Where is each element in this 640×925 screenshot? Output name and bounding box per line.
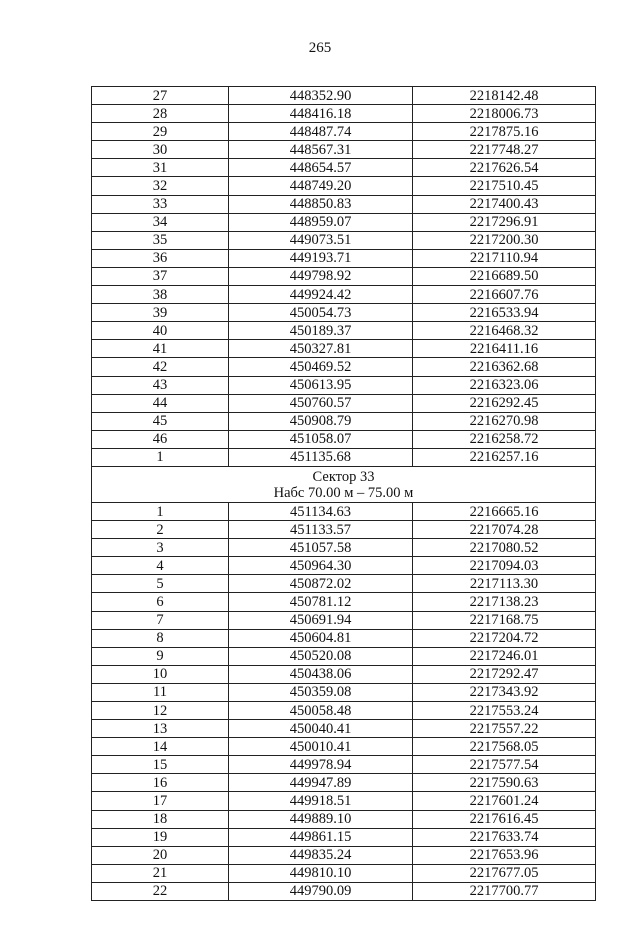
- x-coordinate-cell: 449889.10: [229, 810, 413, 828]
- point-number-cell: 9: [92, 647, 229, 665]
- point-number-cell: 42: [92, 358, 229, 376]
- point-number-cell: 33: [92, 195, 229, 213]
- table-row: [92, 376, 596, 394]
- section-header-row: [92, 466, 596, 502]
- y-coordinate-cell: 2217400.43: [413, 195, 596, 213]
- table-row: [92, 882, 596, 900]
- x-coordinate-cell: 449835.24: [229, 846, 413, 864]
- x-coordinate-cell: 448850.83: [229, 195, 413, 213]
- point-number-cell: 40: [92, 322, 229, 340]
- x-coordinate-cell: 450760.57: [229, 394, 413, 412]
- y-coordinate-cell: 2217246.01: [413, 647, 596, 665]
- table-body-after: [92, 502, 596, 900]
- table-row: [92, 683, 596, 701]
- x-coordinate-cell: 450438.06: [229, 665, 413, 683]
- table-row: [92, 702, 596, 720]
- x-coordinate-cell: 448487.74: [229, 123, 413, 141]
- table-row: [92, 828, 596, 846]
- y-coordinate-cell: 2217633.74: [413, 828, 596, 846]
- y-coordinate-cell: 2217590.63: [413, 774, 596, 792]
- table-row: [92, 647, 596, 665]
- point-number-cell: 4: [92, 557, 229, 575]
- y-coordinate-cell: 2217557.22: [413, 720, 596, 738]
- x-coordinate-cell: 449810.10: [229, 864, 413, 882]
- point-number-cell: 8: [92, 629, 229, 647]
- point-number-cell: 16: [92, 774, 229, 792]
- y-coordinate-cell: 2217204.72: [413, 629, 596, 647]
- point-number-cell: 43: [92, 376, 229, 394]
- table-row: [92, 412, 596, 430]
- x-coordinate-cell: 448959.07: [229, 213, 413, 231]
- table-row: [92, 304, 596, 322]
- table-row: [92, 448, 596, 466]
- point-number-cell: 6: [92, 593, 229, 611]
- section-title: Сектор 33: [312, 468, 375, 485]
- table-row: [92, 864, 596, 882]
- y-coordinate-cell: 2217110.94: [413, 249, 596, 267]
- x-coordinate-cell: 448567.31: [229, 141, 413, 159]
- x-coordinate-cell: 448749.20: [229, 177, 413, 195]
- x-coordinate-cell: 450691.94: [229, 611, 413, 629]
- table-row: [92, 286, 596, 304]
- x-coordinate-cell: 450964.30: [229, 557, 413, 575]
- x-coordinate-cell: 451133.57: [229, 521, 413, 539]
- x-coordinate-cell: 450781.12: [229, 593, 413, 611]
- y-coordinate-cell: 2216689.50: [413, 267, 596, 285]
- table-row: [92, 358, 596, 376]
- point-number-cell: 20: [92, 846, 229, 864]
- y-coordinate-cell: 2217626.54: [413, 159, 596, 177]
- table-row: [92, 846, 596, 864]
- table-row: [92, 575, 596, 593]
- x-coordinate-cell: 451134.63: [229, 502, 413, 520]
- y-coordinate-cell: 2216665.16: [413, 502, 596, 520]
- point-number-cell: 41: [92, 340, 229, 358]
- y-coordinate-cell: 2217700.77: [413, 882, 596, 900]
- y-coordinate-cell: 2216468.32: [413, 322, 596, 340]
- y-coordinate-cell: 2217568.05: [413, 738, 596, 756]
- x-coordinate-cell: 450058.48: [229, 702, 413, 720]
- y-coordinate-cell: 2217074.28: [413, 521, 596, 539]
- point-number-cell: 18: [92, 810, 229, 828]
- y-coordinate-cell: 2216257.16: [413, 448, 596, 466]
- y-coordinate-cell: 2217510.45: [413, 177, 596, 195]
- table-row: [92, 665, 596, 683]
- y-coordinate-cell: 2216607.76: [413, 286, 596, 304]
- y-coordinate-cell: 2216292.45: [413, 394, 596, 412]
- table-row: [92, 756, 596, 774]
- y-coordinate-cell: 2216258.72: [413, 430, 596, 448]
- point-number-cell: 45: [92, 412, 229, 430]
- y-coordinate-cell: 2217553.24: [413, 702, 596, 720]
- y-coordinate-cell: 2217577.54: [413, 756, 596, 774]
- y-coordinate-cell: 2217113.30: [413, 575, 596, 593]
- point-number-cell: 1: [92, 448, 229, 466]
- table-row: [92, 105, 596, 123]
- y-coordinate-cell: 2217616.45: [413, 810, 596, 828]
- table-row: [92, 521, 596, 539]
- y-coordinate-cell: 2218142.48: [413, 87, 596, 105]
- point-number-cell: 2: [92, 521, 229, 539]
- x-coordinate-cell: 448352.90: [229, 87, 413, 105]
- y-coordinate-cell: 2216411.16: [413, 340, 596, 358]
- point-number-cell: 13: [92, 720, 229, 738]
- x-coordinate-cell: 449978.94: [229, 756, 413, 774]
- table-row: [92, 141, 596, 159]
- x-coordinate-cell: 450469.52: [229, 358, 413, 376]
- table-row: [92, 159, 596, 177]
- x-coordinate-cell: 450604.81: [229, 629, 413, 647]
- x-coordinate-cell: 449073.51: [229, 231, 413, 249]
- y-coordinate-cell: 2217292.47: [413, 665, 596, 683]
- x-coordinate-cell: 451135.68: [229, 448, 413, 466]
- point-number-cell: 1: [92, 502, 229, 520]
- section-header-cell: [92, 466, 596, 502]
- point-number-cell: 34: [92, 213, 229, 231]
- y-coordinate-cell: 2217296.91: [413, 213, 596, 231]
- table-row: [92, 792, 596, 810]
- table-row: [92, 322, 596, 340]
- x-coordinate-cell: 449790.09: [229, 882, 413, 900]
- point-number-cell: 29: [92, 123, 229, 141]
- point-number-cell: 5: [92, 575, 229, 593]
- x-coordinate-cell: 449798.92: [229, 267, 413, 285]
- y-coordinate-cell: 2217748.27: [413, 141, 596, 159]
- table-row: [92, 249, 596, 267]
- table-row: [92, 195, 596, 213]
- table-row: [92, 340, 596, 358]
- x-coordinate-cell: 450520.08: [229, 647, 413, 665]
- y-coordinate-cell: 2217601.24: [413, 792, 596, 810]
- page-number: 265: [308, 40, 332, 56]
- section-header-body: [92, 466, 596, 502]
- section-subtitle: Набс 70.00 м – 75.00 м: [273, 484, 414, 501]
- y-coordinate-cell: 2217080.52: [413, 539, 596, 557]
- table-row: [92, 430, 596, 448]
- table-row: [92, 611, 596, 629]
- point-number-cell: 36: [92, 249, 229, 267]
- coordinates-table: [91, 86, 596, 901]
- point-number-cell: 37: [92, 267, 229, 285]
- point-number-cell: 14: [92, 738, 229, 756]
- y-coordinate-cell: 2217343.92: [413, 683, 596, 701]
- y-coordinate-cell: 2217653.96: [413, 846, 596, 864]
- point-number-cell: 38: [92, 286, 229, 304]
- table-row: [92, 177, 596, 195]
- point-number-cell: 31: [92, 159, 229, 177]
- y-coordinate-cell: 2217677.05: [413, 864, 596, 882]
- x-coordinate-cell: 450189.37: [229, 322, 413, 340]
- point-number-cell: 12: [92, 702, 229, 720]
- x-coordinate-cell: 450327.81: [229, 340, 413, 358]
- point-number-cell: 39: [92, 304, 229, 322]
- table-row: [92, 539, 596, 557]
- point-number-cell: 27: [92, 87, 229, 105]
- table-row: [92, 502, 596, 520]
- point-number-cell: 17: [92, 792, 229, 810]
- table-row: [92, 810, 596, 828]
- x-coordinate-cell: 450359.08: [229, 683, 413, 701]
- point-number-cell: 46: [92, 430, 229, 448]
- x-coordinate-cell: 449861.15: [229, 828, 413, 846]
- y-coordinate-cell: 2217138.23: [413, 593, 596, 611]
- x-coordinate-cell: 449924.42: [229, 286, 413, 304]
- y-coordinate-cell: 2216323.06: [413, 376, 596, 394]
- y-coordinate-cell: 2217094.03: [413, 557, 596, 575]
- x-coordinate-cell: 450010.41: [229, 738, 413, 756]
- x-coordinate-cell: 451058.07: [229, 430, 413, 448]
- table-row: [92, 720, 596, 738]
- x-coordinate-cell: 448654.57: [229, 159, 413, 177]
- x-coordinate-cell: 450908.79: [229, 412, 413, 430]
- table-row: [92, 593, 596, 611]
- point-number-cell: 21: [92, 864, 229, 882]
- table-row: [92, 231, 596, 249]
- table-body-before: [92, 87, 596, 467]
- point-number-cell: 35: [92, 231, 229, 249]
- y-coordinate-cell: 2217875.16: [413, 123, 596, 141]
- table-row: [92, 557, 596, 575]
- x-coordinate-cell: 448416.18: [229, 105, 413, 123]
- y-coordinate-cell: 2216533.94: [413, 304, 596, 322]
- y-coordinate-cell: 2218006.73: [413, 105, 596, 123]
- x-coordinate-cell: 449947.89: [229, 774, 413, 792]
- table-row: [92, 267, 596, 285]
- point-number-cell: 3: [92, 539, 229, 557]
- point-number-cell: 22: [92, 882, 229, 900]
- point-number-cell: 32: [92, 177, 229, 195]
- table-row: [92, 123, 596, 141]
- x-coordinate-cell: 450040.41: [229, 720, 413, 738]
- y-coordinate-cell: 2217168.75: [413, 611, 596, 629]
- y-coordinate-cell: 2217200.30: [413, 231, 596, 249]
- point-number-cell: 15: [92, 756, 229, 774]
- x-coordinate-cell: 450054.73: [229, 304, 413, 322]
- table-row: [92, 738, 596, 756]
- point-number-cell: 28: [92, 105, 229, 123]
- x-coordinate-cell: 450872.02: [229, 575, 413, 593]
- y-coordinate-cell: 2216362.68: [413, 358, 596, 376]
- point-number-cell: 10: [92, 665, 229, 683]
- y-coordinate-cell: 2216270.98: [413, 412, 596, 430]
- table-row: [92, 774, 596, 792]
- table-row: [92, 87, 596, 105]
- x-coordinate-cell: 450613.95: [229, 376, 413, 394]
- point-number-cell: 30: [92, 141, 229, 159]
- point-number-cell: 44: [92, 394, 229, 412]
- table-row: [92, 213, 596, 231]
- point-number-cell: 19: [92, 828, 229, 846]
- x-coordinate-cell: 449193.71: [229, 249, 413, 267]
- table-row: [92, 629, 596, 647]
- x-coordinate-cell: 449918.51: [229, 792, 413, 810]
- point-number-cell: 11: [92, 683, 229, 701]
- point-number-cell: 7: [92, 611, 229, 629]
- x-coordinate-cell: 451057.58: [229, 539, 413, 557]
- table-row: [92, 394, 596, 412]
